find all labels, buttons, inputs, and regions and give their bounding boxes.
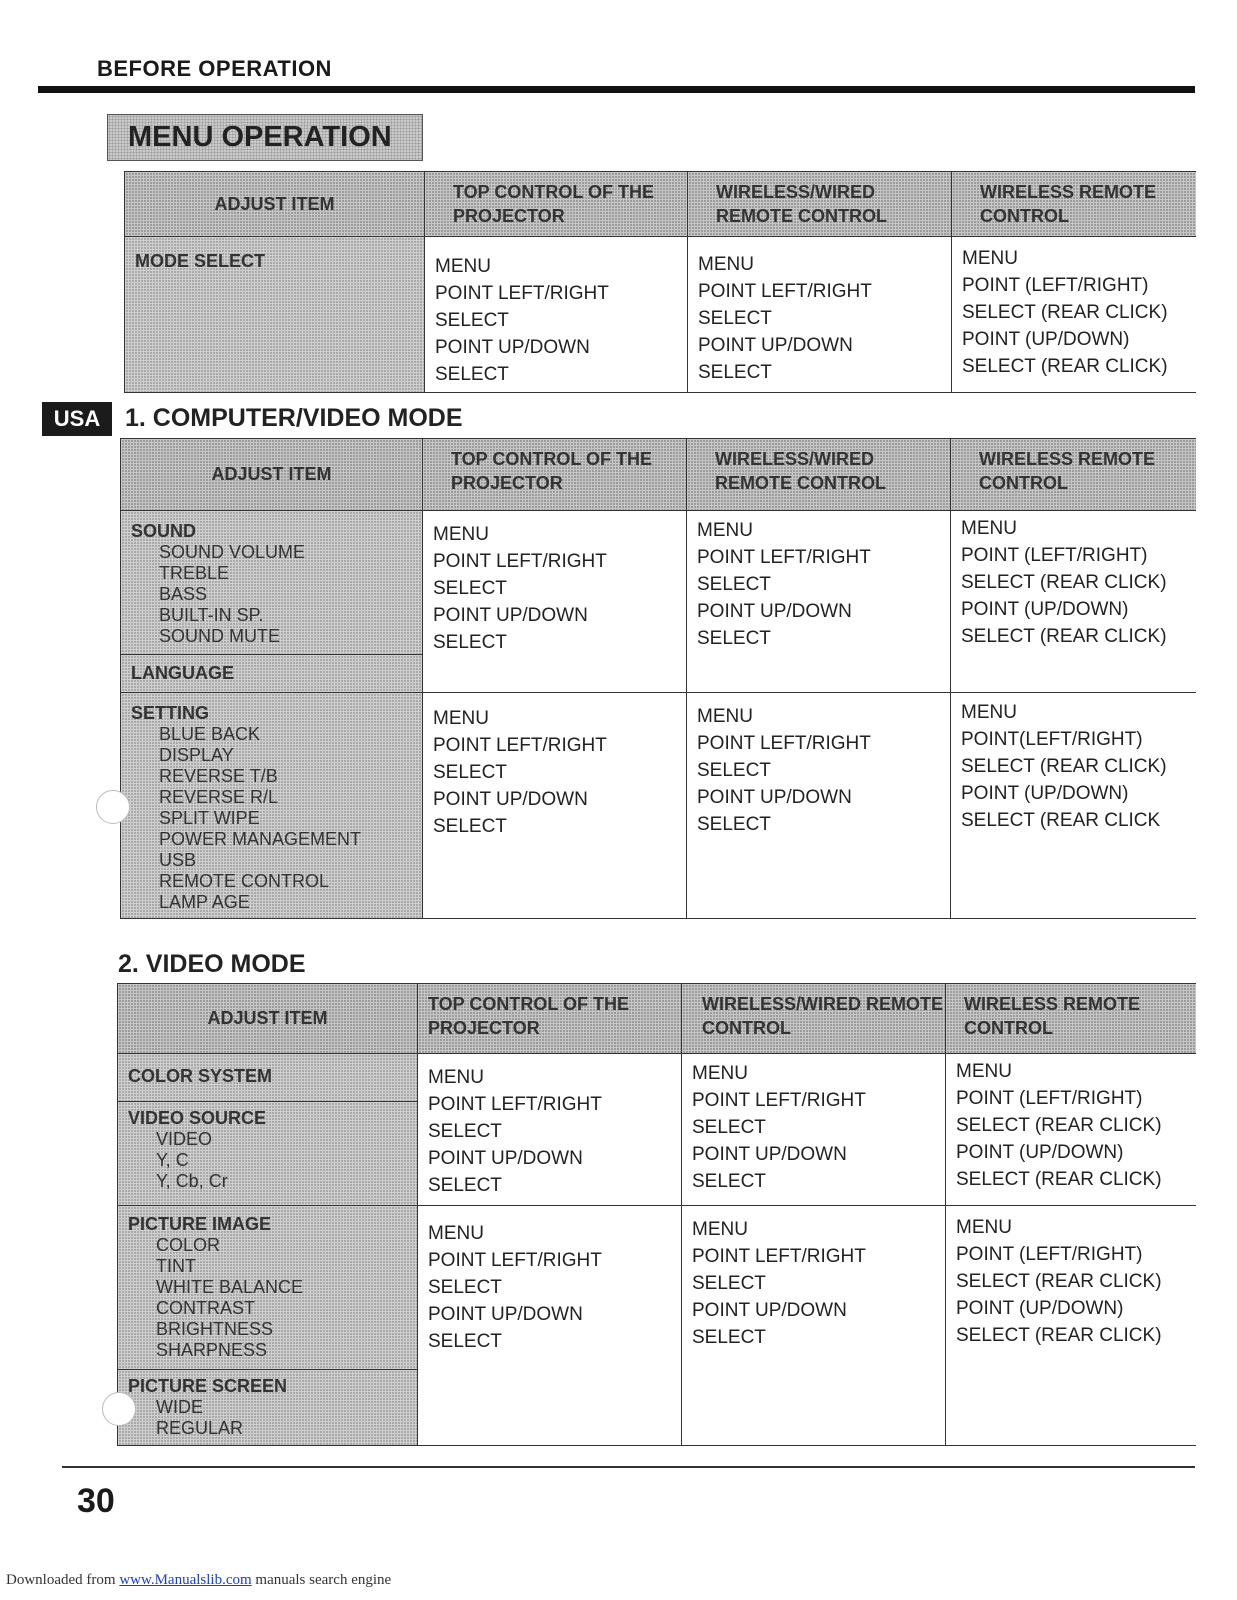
step: MENU	[433, 524, 489, 545]
step: SELECT	[697, 574, 771, 595]
section2-title: 2. VIDEO MODE	[118, 950, 306, 978]
sub-item: REVERSE T/B	[159, 766, 278, 786]
step: MENU	[698, 254, 754, 275]
sub-item: USB	[159, 850, 197, 870]
item-picture-screen	[118, 1370, 418, 1446]
steps-top-control	[425, 237, 688, 393]
step: SELECT	[428, 1277, 502, 1298]
step: POINT UP/DOWN	[428, 1304, 583, 1325]
steps-top-control	[423, 511, 687, 693]
steps-wireless	[951, 511, 1196, 693]
footer-rule	[62, 1466, 1195, 1468]
step: SELECT (REAR CLICK)	[961, 572, 1167, 593]
item-title: SETTING	[131, 703, 210, 723]
sub-item: BUILT-IN SP.	[159, 605, 264, 625]
step: POINT (UP/DOWN)	[962, 329, 1130, 350]
steps-wireless-wired	[682, 1206, 946, 1446]
step: SELECT	[428, 1175, 502, 1196]
item-title: MODE SELECT	[135, 251, 266, 271]
step: POINT (UP/DOWN)	[961, 599, 1129, 620]
item-title: SOUND	[131, 521, 197, 541]
step: POINT UP/DOWN	[692, 1144, 847, 1165]
steps-wireless-wired	[682, 1054, 946, 1206]
step: SELECT	[433, 762, 507, 783]
steps-wireless	[946, 1054, 1196, 1206]
step: POINT UP/DOWN	[433, 605, 588, 626]
item-title: VIDEO SOURCE	[128, 1108, 267, 1128]
step: POINT LEFT/RIGHT	[692, 1090, 866, 1111]
col-header-wireless: WIRELESS REMOTE CONTROL	[951, 439, 1196, 511]
section1-title: 1. COMPUTER/VIDEO MODE	[125, 404, 463, 432]
step: POINT (LEFT/RIGHT)	[961, 545, 1148, 566]
item-mode-select	[125, 237, 425, 393]
step: MENU	[692, 1063, 748, 1084]
steps-top-control	[418, 1206, 682, 1446]
download-prefix: Downloaded from	[6, 1572, 116, 1588]
sub-item: CONTRAST	[156, 1298, 255, 1318]
step: POINT (LEFT/RIGHT)	[962, 275, 1149, 296]
sub-item: BRIGHTNESS	[156, 1319, 274, 1339]
video-mode-table	[117, 983, 1196, 1446]
step: SELECT	[698, 308, 772, 329]
col-header-wireless-wired: WIRELESS/WIRED REMOTE CONTROL	[682, 984, 946, 1054]
step: SELECT	[433, 578, 507, 599]
step: SELECT	[435, 310, 509, 331]
steps-wireless	[951, 693, 1196, 919]
step: SELECT (REAR CLICK)	[956, 1325, 1162, 1346]
step: POINT(LEFT/RIGHT)	[961, 729, 1143, 750]
item-title: PICTURE SCREEN	[128, 1376, 288, 1396]
step: POINT (LEFT/RIGHT)	[956, 1244, 1143, 1265]
step: MENU	[435, 256, 491, 277]
steps-wireless-wired	[687, 511, 951, 693]
step: MENU	[962, 248, 1018, 269]
step: SELECT	[692, 1273, 766, 1294]
step: SELECT	[692, 1327, 766, 1348]
step: MENU	[428, 1223, 484, 1244]
sub-item: POWER MANAGEMENT	[159, 829, 362, 849]
step: SELECT	[697, 814, 771, 835]
header-rule	[38, 86, 1195, 93]
steps-wireless-wired	[687, 693, 951, 919]
col-header-top-control: TOP CONTROL OF THE PROJECTOR	[425, 172, 688, 237]
step: SELECT (REAR CLICK)	[956, 1271, 1162, 1292]
sub-item: BLUE BACK	[159, 724, 261, 744]
step: POINT UP/DOWN	[428, 1148, 583, 1169]
step: SELECT	[428, 1331, 502, 1352]
step: MENU	[956, 1061, 1012, 1082]
step: POINT LEFT/RIGHT	[698, 281, 872, 302]
col-header-adjust-item: ADJUST ITEM	[125, 172, 425, 237]
item-language	[121, 655, 423, 693]
sub-item: Y, Cb, Cr	[156, 1171, 228, 1191]
sub-item: WIDE	[156, 1397, 203, 1417]
step: POINT UP/DOWN	[697, 787, 852, 808]
col-header-wireless: WIRELESS REMOTE CONTROL	[952, 172, 1196, 237]
step: SELECT (REAR CLICK)	[961, 756, 1167, 777]
sub-item: DISPLAY	[159, 745, 234, 765]
step: POINT UP/DOWN	[435, 337, 590, 358]
col-header-wireless: WIRELESS REMOTE CONTROL	[946, 984, 1196, 1054]
step: MENU	[961, 702, 1017, 723]
step: POINT UP/DOWN	[433, 789, 588, 810]
sub-item: VIDEO	[156, 1129, 213, 1149]
step: SELECT	[435, 364, 509, 385]
col-header-wireless-wired: WIRELESS/WIRED REMOTE CONTROL	[688, 172, 952, 237]
step: POINT LEFT/RIGHT	[433, 551, 607, 572]
item-title: COLOR SYSTEM	[128, 1066, 273, 1086]
item-title: PICTURE IMAGE	[128, 1214, 272, 1234]
sub-item: REMOTE CONTROL	[159, 871, 330, 891]
step: POINT LEFT/RIGHT	[428, 1250, 602, 1271]
step: POINT LEFT/RIGHT	[697, 547, 871, 568]
step: SELECT	[697, 628, 771, 649]
col-header-top-control: TOP CONTROL OF THE PROJECTOR	[423, 439, 687, 511]
step: POINT UP/DOWN	[692, 1300, 847, 1321]
item-color-system	[118, 1054, 418, 1102]
sub-item: SPLIT WIPE	[159, 808, 260, 828]
manualslib-link[interactable]: www.Manualslib.com	[119, 1572, 252, 1588]
col-header-adjust-item: ADJUST ITEM	[118, 984, 418, 1054]
step: POINT LEFT/RIGHT	[428, 1094, 602, 1115]
item-picture-image	[118, 1206, 418, 1370]
section-header: BEFORE OPERATION	[97, 56, 332, 81]
step: SELECT (REAR CLICK)	[962, 302, 1168, 323]
step: MENU	[433, 708, 489, 729]
item-title: LANGUAGE	[131, 663, 234, 683]
item-sound	[121, 511, 423, 655]
step: MENU	[692, 1219, 748, 1240]
step: SELECT	[698, 362, 772, 383]
sub-item: SOUND MUTE	[159, 626, 280, 646]
sub-item: SOUND VOLUME	[159, 542, 306, 562]
sub-item: TINT	[156, 1256, 196, 1276]
step: SELECT	[697, 760, 771, 781]
step: SELECT (REAR CLICK	[961, 810, 1161, 831]
steps-wireless-wired	[688, 237, 952, 393]
step: MENU	[428, 1067, 484, 1088]
menu-operation-title: MENU OPERATION	[107, 114, 423, 161]
binder-hole	[96, 790, 130, 824]
step: POINT LEFT/RIGHT	[697, 733, 871, 754]
step: SELECT	[692, 1117, 766, 1138]
step: SELECT	[428, 1121, 502, 1142]
step: SELECT	[692, 1171, 766, 1192]
sub-item: COLOR	[156, 1235, 221, 1255]
steps-wireless	[952, 237, 1196, 393]
step: POINT (UP/DOWN)	[956, 1298, 1124, 1319]
item-video-source	[118, 1102, 418, 1206]
mode-select-table	[124, 171, 1196, 393]
step: SELECT (REAR CLICK)	[962, 356, 1168, 377]
step: POINT LEFT/RIGHT	[433, 735, 607, 756]
binder-hole	[102, 1392, 136, 1426]
download-note	[6, 1572, 391, 1589]
step: MENU	[697, 520, 753, 541]
sub-item: WHITE BALANCE	[156, 1277, 304, 1297]
item-setting	[121, 693, 423, 919]
sub-item: SHARPNESS	[156, 1340, 268, 1360]
step: POINT LEFT/RIGHT	[692, 1246, 866, 1267]
step: POINT UP/DOWN	[697, 601, 852, 622]
step: POINT (LEFT/RIGHT)	[956, 1088, 1143, 1109]
sub-item: LAMP AGE	[159, 892, 250, 912]
sub-item: BASS	[159, 584, 208, 604]
step: SELECT	[433, 816, 507, 837]
col-header-top-control: TOP CONTROL OF THE PROJECTOR	[418, 984, 682, 1054]
step: POINT UP/DOWN	[698, 335, 853, 356]
page-number: 30	[77, 1482, 115, 1520]
step: SELECT	[433, 632, 507, 653]
download-suffix: manuals search engine	[255, 1572, 392, 1588]
steps-wireless	[946, 1206, 1196, 1446]
sub-item: Y, C	[156, 1150, 189, 1170]
steps-top-control	[418, 1054, 682, 1206]
computer-video-mode-table	[120, 438, 1196, 919]
step: MENU	[697, 706, 753, 727]
step: SELECT (REAR CLICK)	[956, 1115, 1162, 1136]
sub-item: REGULAR	[156, 1418, 244, 1438]
steps-top-control	[423, 693, 687, 919]
step: SELECT (REAR CLICK)	[961, 626, 1167, 647]
col-header-adjust-item: ADJUST ITEM	[121, 439, 423, 511]
step: POINT LEFT/RIGHT	[435, 283, 609, 304]
step: POINT (UP/DOWN)	[961, 783, 1129, 804]
col-header-wireless-wired: WIRELESS/WIRED REMOTE CONTROL	[687, 439, 951, 511]
sub-item: REVERSE R/L	[159, 787, 279, 807]
sub-item: TREBLE	[159, 563, 230, 583]
step: MENU	[961, 518, 1017, 539]
step: POINT (UP/DOWN)	[956, 1142, 1124, 1163]
step: MENU	[956, 1217, 1012, 1238]
step: SELECT (REAR CLICK)	[956, 1169, 1162, 1190]
usa-badge: USA	[42, 402, 112, 436]
